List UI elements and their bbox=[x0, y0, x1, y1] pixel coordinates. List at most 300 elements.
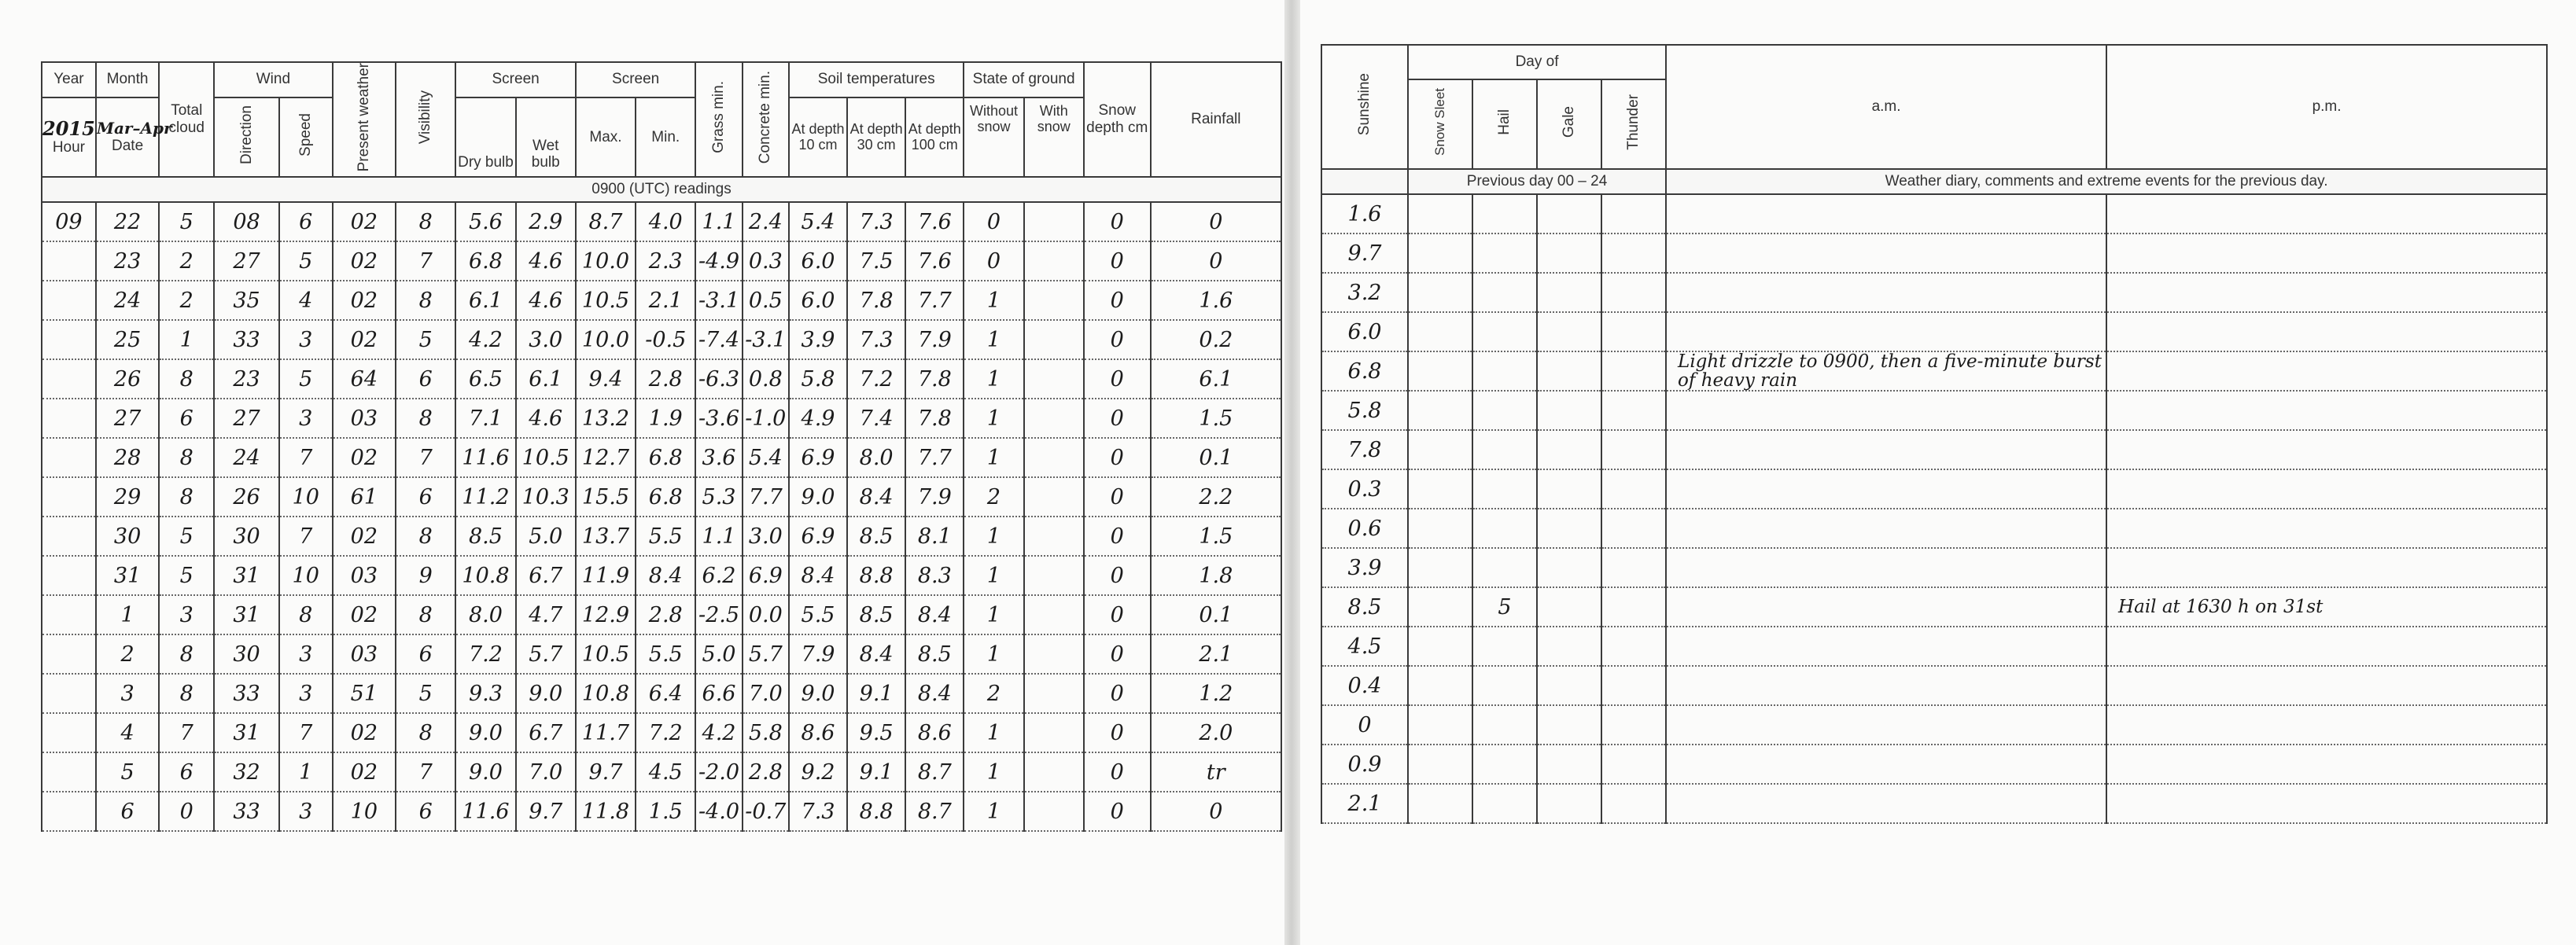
diary-row bbox=[1321, 548, 2547, 587]
snow-sleet-cell bbox=[1408, 391, 1472, 430]
snow-depth-cell: 0 bbox=[1084, 399, 1151, 438]
diary-pm-cell bbox=[2106, 705, 2547, 745]
snow-sleet-cell bbox=[1408, 548, 1472, 587]
diary-am-cell bbox=[1666, 666, 2106, 705]
hour-cell bbox=[42, 281, 96, 320]
thunder-cell bbox=[1601, 430, 1666, 469]
reading-row bbox=[42, 792, 1281, 831]
snow-depth-cell: 0 bbox=[1084, 634, 1151, 674]
screen-max-cell: 11.7 bbox=[576, 713, 636, 752]
screen-max-cell: 12.9 bbox=[576, 595, 636, 634]
right-page bbox=[1300, 0, 2576, 945]
hour-cell bbox=[42, 241, 96, 281]
wind-speed-cell: 6 bbox=[279, 202, 333, 241]
wind-direction-cell: 26 bbox=[214, 477, 279, 517]
year-value: 2015 bbox=[42, 116, 95, 140]
diary-pm-cell bbox=[2106, 745, 2547, 784]
diary-row bbox=[1321, 430, 2547, 469]
day-of-header: Day of bbox=[1408, 45, 1666, 79]
rainfall-cell: 1.6 bbox=[1151, 281, 1281, 320]
screen-min-cell: 2.8 bbox=[636, 359, 695, 399]
gale-cell bbox=[1537, 745, 1601, 784]
screen-max-cell: 10.5 bbox=[576, 281, 636, 320]
diary-am-cell bbox=[1666, 509, 2106, 548]
soil-10cm-cell: 4.9 bbox=[789, 399, 847, 438]
soil-100cm-cell: 8.3 bbox=[905, 556, 964, 595]
diary-am-cell: Light drizzle to 0900, then a five-minute burst of heavy rain bbox=[1666, 351, 2106, 391]
visibility-cell: 8 bbox=[396, 281, 455, 320]
snow-depth-cell: 0 bbox=[1084, 752, 1151, 792]
sunshine-cell: 6.8 bbox=[1321, 351, 1408, 391]
total-cloud-cell: 5 bbox=[159, 202, 214, 241]
present-weather-header: Present weather bbox=[333, 62, 396, 177]
grass-min-cell: -3.1 bbox=[695, 281, 742, 320]
gale-cell bbox=[1537, 469, 1601, 509]
hail-cell bbox=[1472, 666, 1537, 705]
diary-row bbox=[1321, 233, 2547, 273]
screen-min-cell: 2.8 bbox=[636, 595, 695, 634]
wind-speed-cell: 10 bbox=[279, 477, 333, 517]
rainfall-cell: tr bbox=[1151, 752, 1281, 792]
reading-row bbox=[42, 202, 1281, 241]
present-weather-cell: 02 bbox=[333, 517, 396, 556]
hail-cell bbox=[1472, 194, 1537, 233]
wind-speed-cell: 7 bbox=[279, 517, 333, 556]
dry-bulb-cell: 11.2 bbox=[455, 477, 515, 517]
soil-30cm-header: At depth 30 cm bbox=[847, 97, 905, 178]
hail-cell bbox=[1472, 745, 1537, 784]
snow-depth-cell: 0 bbox=[1084, 713, 1151, 752]
thunder-cell bbox=[1601, 705, 1666, 745]
visibility-cell: 8 bbox=[396, 595, 455, 634]
total-cloud-cell: 8 bbox=[159, 477, 214, 517]
weather-readings-table bbox=[41, 61, 1282, 832]
screen-min-cell: 1.9 bbox=[636, 399, 695, 438]
dry-bulb-cell: 4.2 bbox=[455, 320, 515, 359]
ground-without-snow-cell: 1 bbox=[964, 399, 1023, 438]
snow-sleet-cell bbox=[1408, 430, 1472, 469]
snow-depth-cell: 0 bbox=[1084, 202, 1151, 241]
dry-bulb-cell: 9.0 bbox=[455, 713, 515, 752]
diary-row bbox=[1321, 273, 2547, 312]
soil-30cm-cell: 7.2 bbox=[847, 359, 905, 399]
soil-30cm-cell: 7.8 bbox=[847, 281, 905, 320]
thunder-cell bbox=[1601, 273, 1666, 312]
soil-30cm-cell: 8.8 bbox=[847, 792, 905, 831]
hail-cell: 5 bbox=[1472, 587, 1537, 627]
reading-row bbox=[42, 359, 1281, 399]
dry-bulb-header: Dry bulb bbox=[455, 97, 515, 178]
thunder-cell bbox=[1601, 469, 1666, 509]
max-header: Max. bbox=[576, 97, 636, 178]
visibility-cell: 7 bbox=[396, 241, 455, 281]
diary-pm-cell bbox=[2106, 548, 2547, 587]
visibility-cell: 6 bbox=[396, 792, 455, 831]
ground-with-snow-cell bbox=[1024, 399, 1084, 438]
wind-speed-cell: 4 bbox=[279, 281, 333, 320]
soil-10cm-cell: 7.9 bbox=[789, 634, 847, 674]
screen-max-cell: 13.7 bbox=[576, 517, 636, 556]
ground-with-snow-cell bbox=[1024, 477, 1084, 517]
diary-pm-cell bbox=[2106, 469, 2547, 509]
ground-with-snow-cell bbox=[1024, 713, 1084, 752]
thunder-cell bbox=[1601, 587, 1666, 627]
diary-am-cell bbox=[1666, 430, 2106, 469]
diary-pm-cell bbox=[2106, 430, 2547, 469]
diary-pm-cell bbox=[2106, 627, 2547, 666]
soil-30cm-cell: 8.4 bbox=[847, 634, 905, 674]
sunshine-cell: 1.6 bbox=[1321, 194, 1408, 233]
date-cell: 28 bbox=[96, 438, 159, 477]
rainfall-header: Rainfall bbox=[1151, 62, 1281, 177]
rainfall-cell: 2.0 bbox=[1151, 713, 1281, 752]
thunder-cell bbox=[1601, 312, 1666, 351]
screen-max-cell: 10.0 bbox=[576, 241, 636, 281]
diary-pm-cell bbox=[2106, 233, 2547, 273]
rainfall-cell: 1.5 bbox=[1151, 399, 1281, 438]
screen-min-cell: 6.8 bbox=[636, 438, 695, 477]
wind-direction-cell: 30 bbox=[214, 634, 279, 674]
hour-cell bbox=[42, 399, 96, 438]
total-cloud-cell: 8 bbox=[159, 359, 214, 399]
hail-cell bbox=[1472, 391, 1537, 430]
gale-cell bbox=[1537, 705, 1601, 745]
ground-without-snow-cell: 1 bbox=[964, 281, 1023, 320]
ground-without-snow-cell: 0 bbox=[964, 202, 1023, 241]
hail-cell bbox=[1472, 351, 1537, 391]
diary-row bbox=[1321, 351, 2547, 391]
concrete-min-cell: 5.7 bbox=[743, 634, 789, 674]
hour-header bbox=[42, 97, 96, 178]
date-label: Date bbox=[112, 138, 144, 155]
readings-banner: 0900 (UTC) readings bbox=[42, 177, 1281, 202]
wind-direction-cell: 23 bbox=[214, 359, 279, 399]
concrete-min-cell: -0.7 bbox=[743, 792, 789, 831]
hour-cell bbox=[42, 634, 96, 674]
visibility-cell: 5 bbox=[396, 320, 455, 359]
soil-100cm-cell: 8.7 bbox=[905, 752, 964, 792]
diary-pm-cell bbox=[2106, 273, 2547, 312]
wind-speed-cell: 3 bbox=[279, 674, 333, 713]
dry-bulb-cell: 6.8 bbox=[455, 241, 515, 281]
screen-min-cell: 2.1 bbox=[636, 281, 695, 320]
visibility-cell: 5 bbox=[396, 674, 455, 713]
diary-am-cell bbox=[1666, 705, 2106, 745]
rainfall-cell: 2.2 bbox=[1151, 477, 1281, 517]
soil-100cm-cell: 7.9 bbox=[905, 477, 964, 517]
dry-bulb-cell: 5.6 bbox=[455, 202, 515, 241]
visibility-cell: 8 bbox=[396, 202, 455, 241]
date-cell: 24 bbox=[96, 281, 159, 320]
screen-min-cell: 7.2 bbox=[636, 713, 695, 752]
total-cloud-cell: 0 bbox=[159, 792, 214, 831]
ground-with-snow-cell bbox=[1024, 202, 1084, 241]
concrete-min-cell: -3.1 bbox=[743, 320, 789, 359]
diary-pm-cell bbox=[2106, 784, 2547, 823]
snow-sleet-cell bbox=[1408, 627, 1472, 666]
soil-10cm-cell: 5.4 bbox=[789, 202, 847, 241]
diary-pm-cell bbox=[2106, 391, 2547, 430]
grass-min-cell: -3.6 bbox=[695, 399, 742, 438]
sunshine-cell: 0.3 bbox=[1321, 469, 1408, 509]
hour-cell bbox=[42, 752, 96, 792]
snow-depth-cell: 0 bbox=[1084, 556, 1151, 595]
snow-sleet-cell bbox=[1408, 745, 1472, 784]
screen-min-cell: 4.5 bbox=[636, 752, 695, 792]
sunshine-cell: 8.5 bbox=[1321, 587, 1408, 627]
date-header bbox=[96, 97, 172, 178]
diary-pm-cell bbox=[2106, 666, 2547, 705]
wind-direction-cell: 33 bbox=[214, 674, 279, 713]
wet-bulb-cell: 6.7 bbox=[516, 713, 576, 752]
ground-without-snow-cell: 1 bbox=[964, 752, 1023, 792]
hour-cell bbox=[42, 595, 96, 634]
concrete-min-cell: 7.0 bbox=[743, 674, 789, 713]
soil-10cm-cell: 6.0 bbox=[789, 281, 847, 320]
thunder-header: Thunder bbox=[1601, 79, 1666, 169]
date-cell: 31 bbox=[96, 556, 159, 595]
soil-30cm-cell: 7.4 bbox=[847, 399, 905, 438]
dry-bulb-cell: 11.6 bbox=[455, 792, 515, 831]
concrete-min-cell: -1.0 bbox=[743, 399, 789, 438]
soil-10cm-header: At depth 10 cm bbox=[789, 97, 847, 178]
grass-min-cell: 6.6 bbox=[695, 674, 742, 713]
grass-min-cell: -4.9 bbox=[695, 241, 742, 281]
snow-sleet-cell bbox=[1408, 233, 1472, 273]
dry-bulb-cell: 6.5 bbox=[455, 359, 515, 399]
snow-sleet-cell bbox=[1408, 705, 1472, 745]
grass-min-cell: 1.1 bbox=[695, 517, 742, 556]
sunshine-cell: 9.7 bbox=[1321, 233, 1408, 273]
visibility-cell: 6 bbox=[396, 477, 455, 517]
wet-bulb-cell: 2.9 bbox=[516, 202, 576, 241]
wind-speed-cell: 5 bbox=[279, 359, 333, 399]
snow-sleet-header: Snow Sleet bbox=[1408, 79, 1472, 169]
total-cloud-cell: 6 bbox=[159, 399, 214, 438]
wind-direction-cell: 30 bbox=[214, 517, 279, 556]
thunder-cell bbox=[1601, 233, 1666, 273]
am-header: a.m. bbox=[1666, 45, 2106, 169]
soil-100cm-cell: 7.7 bbox=[905, 281, 964, 320]
grass-min-cell: 3.6 bbox=[695, 438, 742, 477]
concrete-min-cell: 3.0 bbox=[743, 517, 789, 556]
diary-am-cell bbox=[1666, 627, 2106, 666]
min-header: Min. bbox=[636, 97, 695, 178]
soil-100cm-cell: 7.9 bbox=[905, 320, 964, 359]
ground-with-snow-cell bbox=[1024, 241, 1084, 281]
present-weather-cell: 02 bbox=[333, 438, 396, 477]
wind-speed-cell: 8 bbox=[279, 595, 333, 634]
gale-cell bbox=[1537, 233, 1601, 273]
dry-bulb-cell: 9.0 bbox=[455, 752, 515, 792]
total-cloud-header: Total cloud bbox=[159, 62, 214, 177]
wind-speed-cell: 10 bbox=[279, 556, 333, 595]
reading-row bbox=[42, 556, 1281, 595]
wind-speed-cell: 7 bbox=[279, 713, 333, 752]
soil-30cm-cell: 9.1 bbox=[847, 674, 905, 713]
gale-cell bbox=[1537, 312, 1601, 351]
diary-am-cell bbox=[1666, 587, 2106, 627]
present-weather-cell: 03 bbox=[333, 556, 396, 595]
reading-row bbox=[42, 713, 1281, 752]
thunder-cell bbox=[1601, 666, 1666, 705]
ground-without-snow-cell: 1 bbox=[964, 438, 1023, 477]
ground-without-snow-cell: 2 bbox=[964, 477, 1023, 517]
dry-bulb-cell: 7.1 bbox=[455, 399, 515, 438]
snow-sleet-cell bbox=[1408, 784, 1472, 823]
hour-label: Hour bbox=[52, 139, 85, 156]
present-weather-cell: 02 bbox=[333, 281, 396, 320]
sunshine-cell: 0.9 bbox=[1321, 745, 1408, 784]
hour-cell bbox=[42, 792, 96, 831]
visibility-cell: 6 bbox=[396, 359, 455, 399]
screen-max-cell: 9.7 bbox=[576, 752, 636, 792]
snow-depth-cell: 0 bbox=[1084, 281, 1151, 320]
screen-max-cell: 10.5 bbox=[576, 634, 636, 674]
date-cell: 5 bbox=[96, 752, 159, 792]
weather-diary-table bbox=[1321, 44, 2548, 824]
soil-30cm-cell: 9.1 bbox=[847, 752, 905, 792]
wind-speed-cell: 3 bbox=[279, 792, 333, 831]
visibility-cell: 8 bbox=[396, 713, 455, 752]
ground-with-snow-cell bbox=[1024, 320, 1084, 359]
gale-cell bbox=[1537, 666, 1601, 705]
present-weather-cell: 03 bbox=[333, 634, 396, 674]
sunshine-cell: 0.4 bbox=[1321, 666, 1408, 705]
wind-speed-cell: 7 bbox=[279, 438, 333, 477]
concrete-min-cell: 0.0 bbox=[743, 595, 789, 634]
total-cloud-cell: 5 bbox=[159, 556, 214, 595]
snow-depth-cell: 0 bbox=[1084, 241, 1151, 281]
total-cloud-cell: 5 bbox=[159, 517, 214, 556]
rainfall-cell: 0.1 bbox=[1151, 438, 1281, 477]
diary-row bbox=[1321, 509, 2547, 548]
present-weather-cell: 02 bbox=[333, 752, 396, 792]
total-cloud-cell: 8 bbox=[159, 674, 214, 713]
diary-row bbox=[1321, 194, 2547, 233]
total-cloud-cell: 2 bbox=[159, 241, 214, 281]
hour-cell bbox=[42, 320, 96, 359]
soil-100cm-header: At depth 100 cm bbox=[905, 97, 964, 178]
speed-header: Speed bbox=[279, 97, 333, 178]
reading-row bbox=[42, 752, 1281, 792]
soil-30cm-cell: 8.8 bbox=[847, 556, 905, 595]
wet-bulb-cell: 5.0 bbox=[516, 517, 576, 556]
wind-speed-cell: 1 bbox=[279, 752, 333, 792]
diary-am-cell bbox=[1666, 312, 2106, 351]
soil-10cm-cell: 6.9 bbox=[789, 438, 847, 477]
diary-row bbox=[1321, 666, 2547, 705]
hour-cell bbox=[42, 359, 96, 399]
rainfall-cell: 2.1 bbox=[1151, 634, 1281, 674]
wind-direction-cell: 33 bbox=[214, 792, 279, 831]
rainfall-cell: 0 bbox=[1151, 241, 1281, 281]
total-cloud-cell: 3 bbox=[159, 595, 214, 634]
total-cloud-cell: 8 bbox=[159, 438, 214, 477]
present-weather-cell: 64 bbox=[333, 359, 396, 399]
ground-with-snow-cell bbox=[1024, 634, 1084, 674]
snow-depth-cell: 0 bbox=[1084, 517, 1151, 556]
diary-am-cell bbox=[1666, 548, 2106, 587]
diary-am-cell bbox=[1666, 233, 2106, 273]
snow-sleet-cell bbox=[1408, 509, 1472, 548]
ground-without-snow-cell: 1 bbox=[964, 634, 1023, 674]
ground-with-snow-cell bbox=[1024, 517, 1084, 556]
sunshine-cell: 3.9 bbox=[1321, 548, 1408, 587]
hail-header: Hail bbox=[1472, 79, 1537, 169]
visibility-cell: 8 bbox=[396, 517, 455, 556]
screen-min-cell: 8.4 bbox=[636, 556, 695, 595]
soil-temperatures-header: Soil temperatures bbox=[789, 62, 964, 97]
sunshine-cell: 5.8 bbox=[1321, 391, 1408, 430]
dry-bulb-cell: 8.0 bbox=[455, 595, 515, 634]
screen-min-cell: -0.5 bbox=[636, 320, 695, 359]
snow-depth-cell: 0 bbox=[1084, 674, 1151, 713]
screen-min-cell: 5.5 bbox=[636, 634, 695, 674]
concrete-min-cell: 0.8 bbox=[743, 359, 789, 399]
wind-speed-cell: 3 bbox=[279, 399, 333, 438]
rainfall-cell: 0 bbox=[1151, 202, 1281, 241]
screen-max-cell: 10.8 bbox=[576, 674, 636, 713]
snow-sleet-cell bbox=[1408, 312, 1472, 351]
wet-bulb-cell: 4.6 bbox=[516, 399, 576, 438]
snow-sleet-cell bbox=[1408, 469, 1472, 509]
rainfall-cell: 6.1 bbox=[1151, 359, 1281, 399]
grass-min-cell: -7.4 bbox=[695, 320, 742, 359]
soil-100cm-cell: 7.8 bbox=[905, 359, 964, 399]
soil-10cm-cell: 9.2 bbox=[789, 752, 847, 792]
concrete-min-cell: 7.7 bbox=[743, 477, 789, 517]
reading-row bbox=[42, 634, 1281, 674]
hail-cell bbox=[1472, 469, 1537, 509]
rainfall-cell: 1.2 bbox=[1151, 674, 1281, 713]
soil-30cm-cell: 8.5 bbox=[847, 595, 905, 634]
wet-bulb-cell: 7.0 bbox=[516, 752, 576, 792]
gale-cell bbox=[1537, 509, 1601, 548]
screen-max-cell: 15.5 bbox=[576, 477, 636, 517]
diary-banner: Weather diary, comments and extreme events for the previous day. bbox=[1666, 169, 2547, 194]
soil-10cm-cell: 8.6 bbox=[789, 713, 847, 752]
soil-100cm-cell: 8.5 bbox=[905, 634, 964, 674]
present-weather-cell: 02 bbox=[333, 595, 396, 634]
reading-row bbox=[42, 517, 1281, 556]
wind-direction-cell: 08 bbox=[214, 202, 279, 241]
wind-direction-cell: 27 bbox=[214, 399, 279, 438]
grass-min-header: Grass min. bbox=[695, 62, 742, 177]
wind-direction-cell: 24 bbox=[214, 438, 279, 477]
visibility-cell: 7 bbox=[396, 752, 455, 792]
hail-cell bbox=[1472, 784, 1537, 823]
wind-direction-cell: 32 bbox=[214, 752, 279, 792]
wind-speed-cell: 3 bbox=[279, 320, 333, 359]
snow-depth-cell: 0 bbox=[1084, 792, 1151, 831]
thunder-cell bbox=[1601, 548, 1666, 587]
sunshine-cell: 4.5 bbox=[1321, 627, 1408, 666]
diary-row bbox=[1321, 705, 2547, 745]
soil-10cm-cell: 3.9 bbox=[789, 320, 847, 359]
date-cell: 29 bbox=[96, 477, 159, 517]
hail-cell bbox=[1472, 548, 1537, 587]
wet-bulb-cell: 4.6 bbox=[516, 281, 576, 320]
thunder-cell bbox=[1601, 627, 1666, 666]
date-cell: 26 bbox=[96, 359, 159, 399]
screen-max-cell: 13.2 bbox=[576, 399, 636, 438]
wet-bulb-cell: 5.7 bbox=[516, 634, 576, 674]
wind-direction-cell: 27 bbox=[214, 241, 279, 281]
screen-min-cell: 6.8 bbox=[636, 477, 695, 517]
rainfall-cell: 0.2 bbox=[1151, 320, 1281, 359]
reading-row bbox=[42, 281, 1281, 320]
